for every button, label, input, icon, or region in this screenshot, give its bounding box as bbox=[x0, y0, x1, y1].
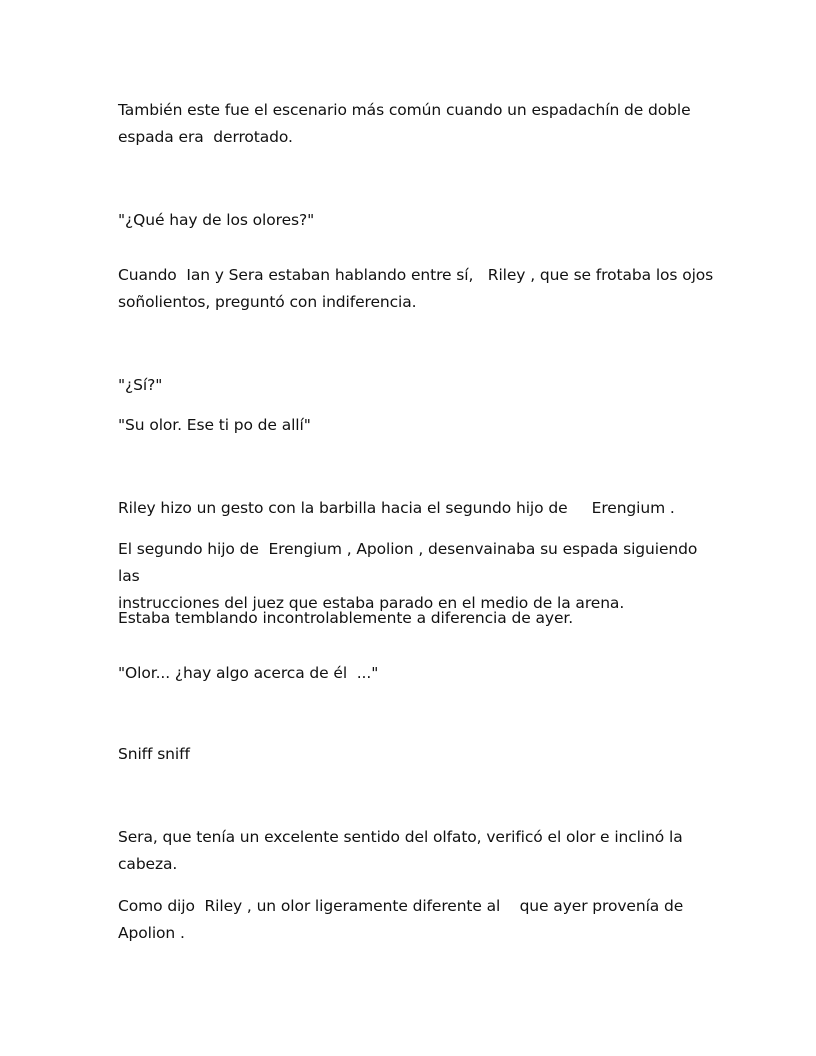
paragraph-10: Sniff sniff bbox=[118, 745, 190, 763]
paragraph-4: "¿Sí?" bbox=[118, 376, 163, 394]
paragraph-5: "Su olor. Ese ti po de allí" bbox=[118, 416, 311, 434]
paragraph-11: Sera, que tenía un excelente sentido del olfato, verificó el olor e inclinó la cabeza. bbox=[118, 828, 683, 873]
paragraph-8: Estaba temblando incontrolablemente a diferencia de ayer. bbox=[118, 609, 574, 627]
paragraph-1: También este fue el escenario más común cuando un espadachín de doble espada era derrotado. bbox=[118, 101, 691, 146]
paragraph-6: Riley hizo un gesto con la barbilla hacia el segundo hijo de Erengium . bbox=[118, 499, 675, 517]
paragraph-3: Cuando Ian y Sera estaban hablando entre sí, Riley , que se frotaba los ojos soñolientos, preguntó con indiferencia. bbox=[118, 266, 714, 311]
paragraph-2: "¿Qué hay de los olores?" bbox=[118, 211, 315, 229]
paragraph-12: Como dijo Riley , un olor ligeramente diferente al que ayer provenía de Apolion . bbox=[118, 897, 684, 942]
paragraph-7: El segundo hijo de Erengium , Apolion , desenvainaba su espada siguiendo las instrucciones del juez que estaba parado en el medio de la arena. bbox=[118, 540, 698, 612]
paragraph-9: "Olor... ¿hay algo acerca de él ..." bbox=[118, 664, 379, 682]
